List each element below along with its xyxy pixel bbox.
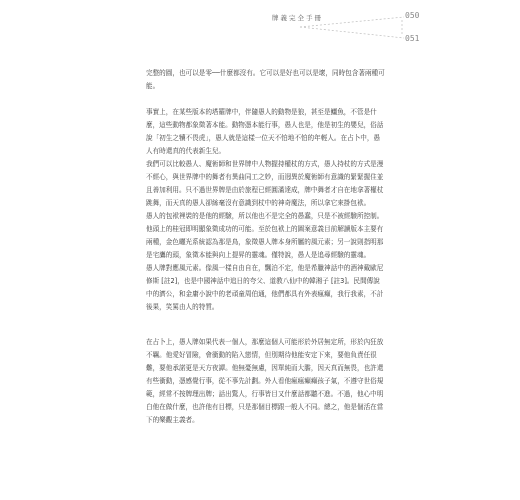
header-decoration bbox=[0, 0, 520, 60]
page-number-bottom: 051 bbox=[405, 34, 420, 43]
body-text bbox=[146, 67, 386, 427]
paragraph-4: 愚人的包袱裡裝的是他的經驗，所以他也不是完全的愚蠢，只是不被經驗所控制。他頭上的桂冠即明顯象徵成功的可能。至於包袱上的圖案意義目前解讀版本主要有兩種，金色曬光系統認為那是鳥，象徵愚人牌本身所屬的風元素；另一說則指明那是宅鷹的頭，象徵本能與向上提昇的靈魂。僅特說，愚人是追尋經驗的靈魂。 bbox=[146, 212, 384, 259]
header-rule-bottom bbox=[300, 27, 404, 38]
paragraph-1: 完整的圓，也可以是零──什麼都沒有。它可以是好也可以是壞，同時包含著兩種可能。 bbox=[146, 69, 385, 90]
paragraph-2: 事實上，在某些版本的塔羅牌中，伴隨愚人的動物是狼，甚至是鱷魚，不管是什麼，這些動物都象徵著本能。動物憑本能行事，愚人也是，他是初生的嬰兒，俗話說「初生之犢不畏虎」，愚人就是這樣一位天不怕地不怕的年輕人。在占卜中，愚人有時還真的代表新生兒。 bbox=[146, 108, 384, 155]
paragraph-6: 在占卜上，愚人牌如果代表一個人，那麼這個人可能形於外居無定所，形於內狂放不羈。他愛好冒險，會衝動的陷入戀情，但別期待他能安定下來，要他負責任很難，要他承諾更是天方夜譚。他無憂無慮，因單純而大膽，因天真而無畏，也許還有些衝動，憑感覺行事，從不事先計劃。外人看他瘋瘋癲癲孩子氣，不遵守世俗規範，經常不按牌理出牌；話出驚人，行事皆目又什麼話都聽不進。不過，他心中明白他在做什麼，也許他有目標，只是那個目標跟一般人不同。總之，他是個活在當下的樂觀主義者。 bbox=[146, 338, 384, 424]
paragraph-5: 愚人牌對應風元素。像風一樣自由自在，飄泊不定，他是希臘神話中的酒神戴歐尼修斯 [註2]，也是中國神話中追日的夸父、道教八仙中的韓湘子 [註3]。民間傳說中的濟公，和金庸小說中的老頑童周伯通，他們都具有外表瘋癲，我行我素，不計後果，笑罵由人的特質。 bbox=[146, 264, 384, 311]
paragraph-3: 我們可以比較愚人、魔術師和世界牌中人物握持權杖的方式，愚人持杖的方式是漫不經心，與世界牌中的舞者有異曲同工之妙，而迥異於魔術師有意識的緊緊握住並且善加利用。只不過世界牌是由於旅程已經圓滿達成，牌中舞者才自在地拿著權杖跳舞，而天真的愚人卻絲毫沒有意識到杖中的神奇魔法，所以拿它來掛包袱。 bbox=[146, 160, 384, 207]
book-title: 牌義完全手冊 bbox=[272, 14, 323, 22]
page-number-top: 050 bbox=[405, 11, 420, 20]
